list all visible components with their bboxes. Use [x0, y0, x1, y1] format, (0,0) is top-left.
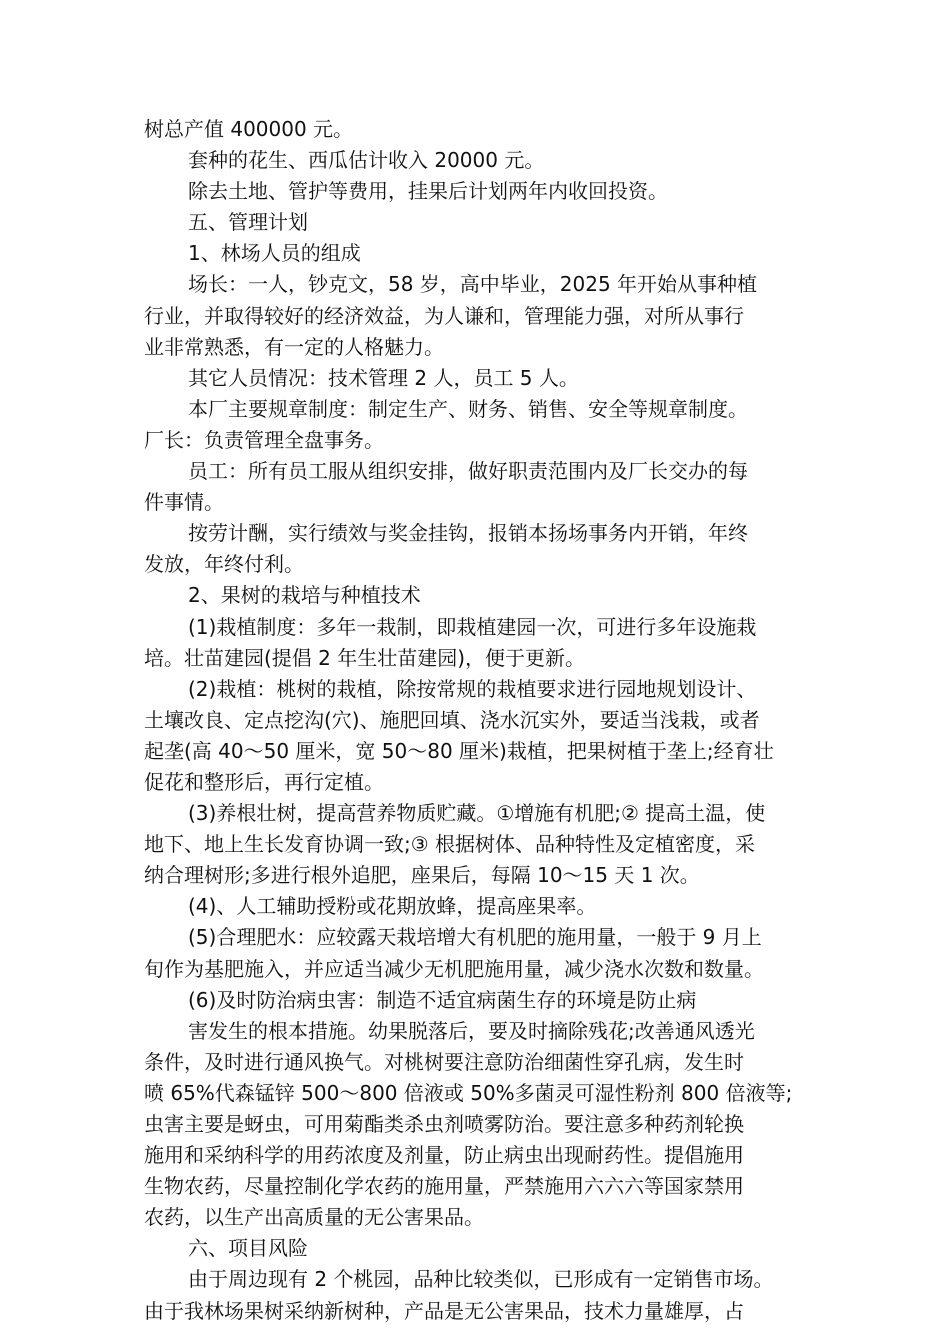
- text-line: 除去土地、管护等费用，挂果后计划两年内收回投资。: [188, 179, 668, 204]
- text-line: 农药，以生产出高质量的无公害果品。: [144, 1205, 484, 1230]
- text-line: 由于周边现有 2 个桃园，品种比较类似，已形成有一定销售市场。: [188, 1267, 774, 1292]
- subsection-heading: 2、果树的栽培与种植技术: [188, 583, 421, 608]
- text-line: 施用和采纳科学的用药浓度及剂量，防止病虫出现耐药性。提倡施用: [144, 1143, 744, 1168]
- text-line: 按劳计酬，实行绩效与奖金挂钩，报销本扬场事务内开销，年终: [188, 521, 748, 546]
- text-line: 件事情。: [144, 490, 224, 515]
- text-line: 业非常熟悉，有一定的人格魅力。: [144, 334, 444, 359]
- text-line: 其它人员情况：技术管理 2 人，员工 5 人。: [188, 365, 579, 390]
- text-line: 发放，年终付利。: [144, 552, 304, 577]
- text-line: 害发生的根本措施。幼果脱落后，要及时摘除残花;改善通风透光: [188, 1018, 755, 1043]
- text-line: 行业，并取得较好的经济效益，为人谦和，管理能力强，对所从事行: [144, 303, 744, 328]
- text-line: 套种的花生、西瓜估计收入 20000 元。: [188, 148, 545, 173]
- text-line: 起垄(高 40～50 厘米，宽 50～80 厘米)栽植，把果树植于垄上;经育壮: [144, 738, 774, 763]
- text-line: (3)养根壮树，提高营养物质贮藏。①增施有机肥;② 提高土温，使: [188, 801, 766, 826]
- section-heading: 六、项目风险: [188, 1236, 308, 1261]
- text-line: 树总产值 400000 元。: [144, 117, 354, 141]
- text-line: (5)合理肥水：应较露天栽培增大有机肥的施用量，一般于 9 月上: [188, 925, 762, 950]
- text-line: 由于我林场果树采纳新树种，产品是无公害果品，技术力量雄厚，占: [144, 1298, 744, 1323]
- text-line: (4)、人工辅助授粉或花期放蜂，提高座果率。: [188, 894, 597, 919]
- text-line: 土壤改良、定点挖沟(穴)、施肥回填、浇水沉实外，要适当浅栽，或者: [144, 707, 760, 732]
- subsection-heading: 1、林场人员的组成: [188, 241, 361, 266]
- text-line: 条件，及时进行通风换气。对桃树要注意防治细菌性穿孔病，发生时: [144, 1049, 744, 1074]
- text-line: 厂长：负责管理全盘事务。: [144, 427, 384, 452]
- text-line: 本厂主要规章制度：制定生产、财务、销售、安全等规章制度。: [188, 396, 748, 421]
- text-line: (2)栽植：桃树的栽植，除按常规的栽植要求进行园地规划设计、: [188, 676, 757, 701]
- text-line: (1)栽植制度：多年一栽制，即栽植建园一次，可进行多年设施栽: [188, 614, 757, 639]
- section-heading: 五、管理计划: [188, 210, 308, 235]
- text-line: 地下、地上生长发育协调一致;③ 根据树体、品种特性及定植密度，采: [144, 832, 756, 857]
- text-line: 员工：所有员工服从组织安排，做好职责范围内及厂长交办的每: [188, 459, 748, 484]
- text-line: 喷 65%代森锰锌 500～800 倍液或 50%多菌灵可湿性粉剂 800 倍液等;: [144, 1080, 793, 1105]
- text-line: 生物农药，尽量控制化学农药的施用量，严禁施用六六六等国家禁用: [144, 1174, 744, 1199]
- text-line: 培。壮苗建园(提倡 2 年生壮苗建园)，便于更新。: [144, 645, 586, 670]
- text-line: (6)及时防治病虫害：制造不适宜病菌生存的环境是防止病: [188, 987, 697, 1012]
- text-line: 促花和整形后，再行定植。: [144, 769, 384, 794]
- text-line: 纳合理树形;多进行根外追肥，座果后，每隔 10～15 天 1 次。: [144, 863, 700, 888]
- text-line: 场长：一人，钞克文，58 岁，高中毕业，2025 年开始从事种植: [188, 272, 758, 297]
- document-body: [144, 114, 808, 1327]
- text-line: 旬作为基肥施入，并应适当减少无机肥施用量，减少浇水次数和数量。: [144, 956, 764, 981]
- text-line: 虫害主要是蚜虫，可用菊酯类杀虫剂喷雾防治。要注意多种药剂轮换: [144, 1112, 744, 1136]
